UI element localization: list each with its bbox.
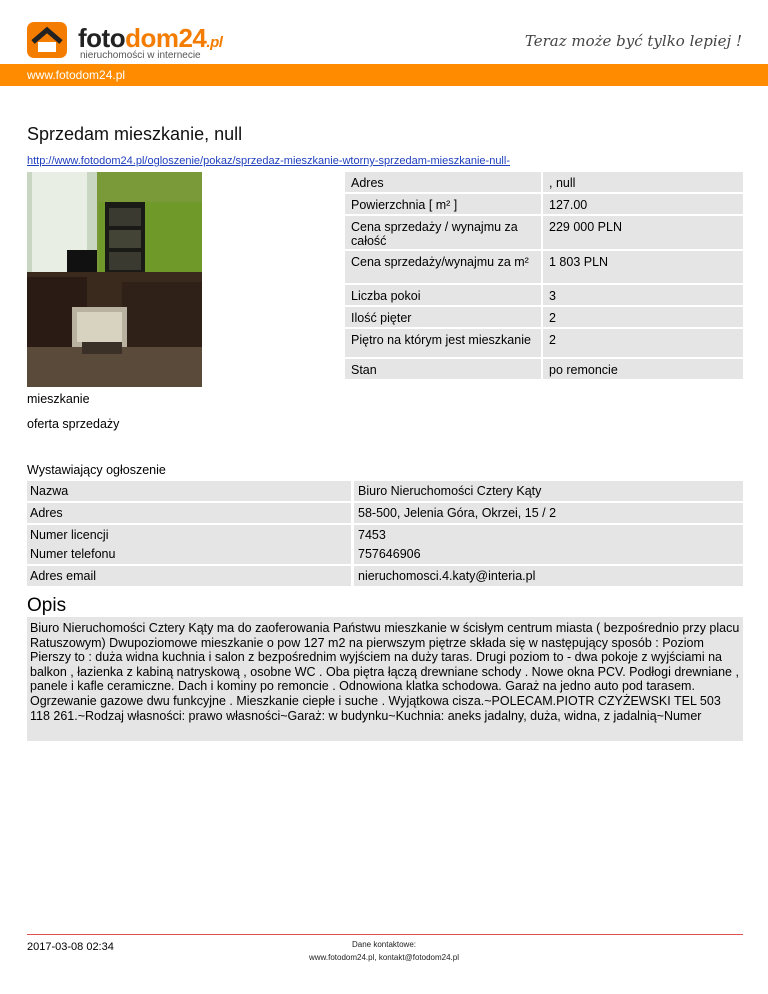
detail-label: Powierzchnia [ m² ]	[345, 194, 541, 214]
agent-label: Numer telefonu	[27, 544, 351, 564]
agent-row	[27, 481, 743, 501]
detail-label: Ilość pięter	[345, 307, 541, 327]
detail-label: Cena sprzedaży / wynajmu za całość	[345, 216, 541, 249]
agent-label: Nazwa	[27, 481, 351, 501]
site-url[interactable]: www.fotodom24.pl	[27, 68, 126, 82]
detail-row	[345, 285, 743, 305]
detail-row	[345, 194, 743, 214]
detail-label: Piętro na którym jest mieszkanie	[345, 329, 541, 357]
house-logo-icon	[25, 20, 69, 60]
detail-value: 1 803 PLN	[543, 251, 743, 283]
detail-label: Adres	[345, 172, 541, 192]
living-room-photo	[27, 172, 202, 387]
property-type: mieszkanie	[27, 392, 90, 406]
agent-row	[27, 544, 743, 564]
detail-row	[345, 329, 743, 357]
agent-value: 757646906	[354, 544, 743, 564]
offer-type: oferta sprzedaży	[27, 417, 120, 431]
detail-value: 2	[543, 329, 743, 357]
description-text: Biuro Nieruchomości Cztery Kąty ma do zaoferowania Państwu mieszkanie w ścisłym centrum miasta ( bezpośrednio przy placu Ratuszowym) Dwupoziomowe mieszkanie o pow 127 m2 na pierwszym piętrze składa się w następujący sposób : Poziom Pierszy to : duża widna kuchnia i salon z bezpośrednim wyjściem na duży taras. Drugi poziom to - dwa pokoje z wyjściami na balkon , łazienka z kabiną natryskową , osobne WC . Oba piętra łączą drewniane schody . Nowe okna PCV. Podłogi drewniane , panele i kafle ceramiczne. Dach i kominy po remoncie . Odnowiona klatka schodowa. Garaż na jedno auto pod tarasem. Ogrzewanie gazowe dwu funkcyjne . Mieszkanie ciepłe i suche . Wyjątkowa cisza.~POLECAM.PIOTR CZYŻEWSKI TEL 503 118 261.~Rodzaj własności: prawo własności~Garaż: w budynku~Kuchnia: aneks jadalny, duża, widna, z jadalnią~Numer	[27, 617, 743, 741]
detail-value: po remoncie	[543, 359, 743, 379]
agent-label: Adres	[27, 503, 351, 523]
site-url-bar	[0, 64, 768, 86]
detail-row	[345, 172, 743, 192]
agent-row	[27, 525, 743, 545]
detail-label: Cena sprzedaży/wynajmu za m²	[345, 251, 541, 283]
detail-value: 127.00	[543, 194, 743, 214]
agent-label: Numer licencji	[27, 525, 351, 545]
page-header	[0, 0, 768, 64]
agent-email[interactable]: nieruchomosci.4.katy@interia.pl	[354, 566, 743, 586]
agent-value: Biuro Nieruchomości Cztery Kąty	[354, 481, 743, 501]
footer-contact-label: Dane kontaktowe:	[351, 940, 417, 949]
detail-value: 3	[543, 285, 743, 305]
logo-wordmark: fotodom24.pl	[78, 23, 223, 53]
agent-heading: Wystawiający ogłoszenie	[27, 463, 166, 477]
detail-value: 2	[543, 307, 743, 327]
detail-row	[345, 251, 743, 283]
detail-row	[345, 307, 743, 327]
logo-subtitle: nieruchomości w internecie	[80, 50, 201, 61]
agent-row	[27, 503, 743, 523]
footer-divider	[27, 934, 743, 935]
description-heading: Opis	[27, 595, 67, 616]
detail-label: Liczba pokoi	[345, 285, 541, 305]
agent-row	[27, 566, 743, 586]
detail-value: 229 000 PLN	[543, 216, 743, 249]
detail-value: , null	[543, 172, 743, 192]
footer-contact	[0, 938, 768, 964]
detail-row	[345, 216, 743, 249]
detail-label: Stan	[345, 359, 541, 379]
footer-contact-value[interactable]: www.fotodom24.pl, kontakt@fotodom24.pl	[309, 953, 459, 962]
detail-row	[345, 359, 743, 379]
slogan: Teraz może być tylko lepiej !	[524, 32, 742, 50]
agent-label: Adres email	[27, 566, 351, 586]
listing-url[interactable]: http://www.fotodom24.pl/ogloszenie/pokaz/sprzedaz-mieszkanie-wtorny-sprzedam-mieszkanie-null-	[27, 155, 510, 167]
agent-value: 58-500, Jelenia Góra, Okrzei, 15 / 2	[354, 503, 743, 523]
footer-date: 2017-03-08 02:34	[27, 941, 114, 953]
listing-title: Sprzedam mieszkanie, null	[27, 124, 243, 144]
agent-value: 7453	[354, 525, 743, 545]
